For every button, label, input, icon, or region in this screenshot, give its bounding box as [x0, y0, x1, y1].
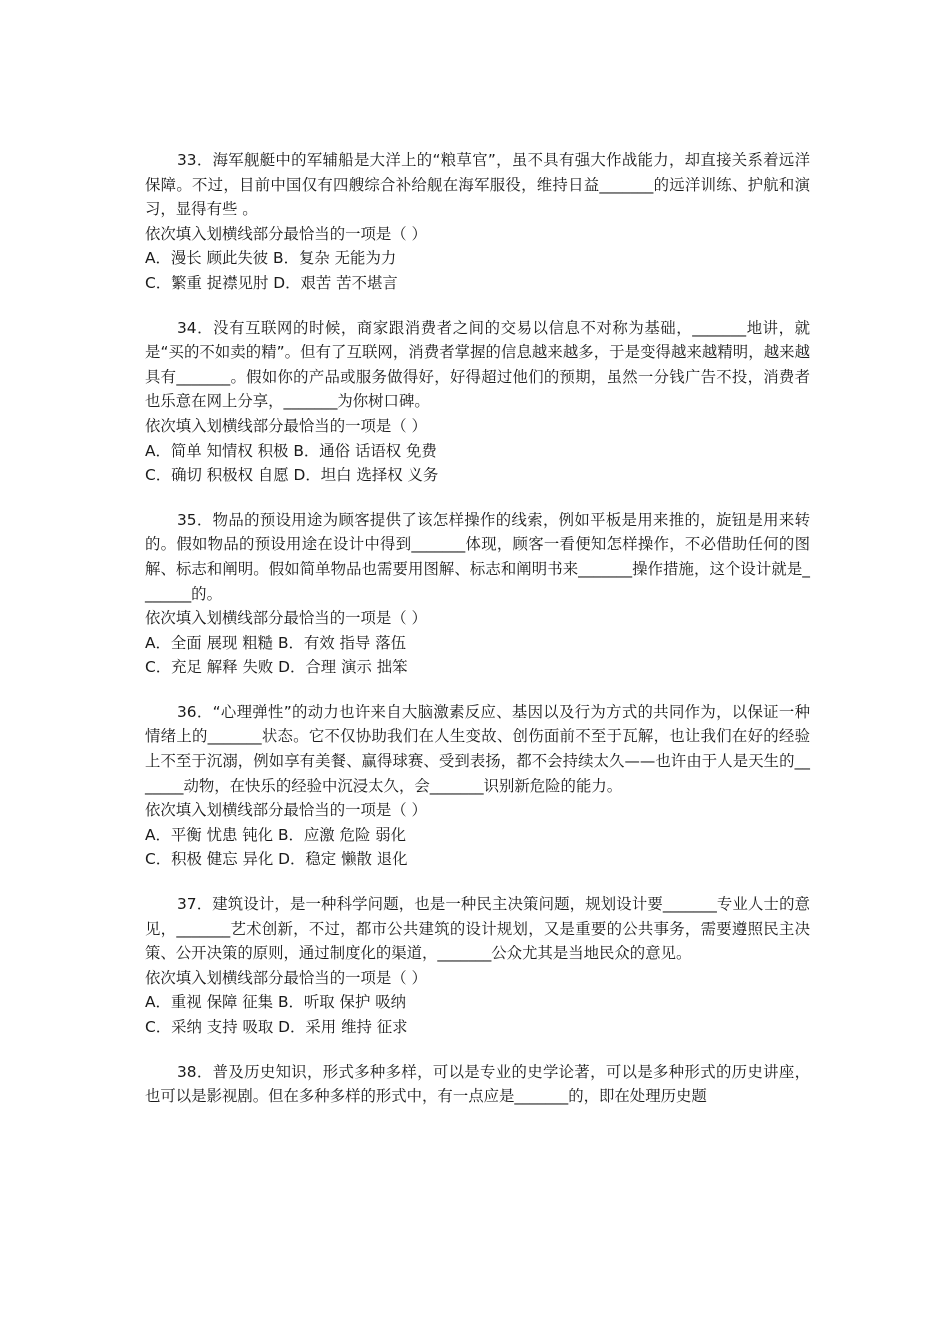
question-33	[145, 148, 810, 296]
question-37	[145, 892, 810, 1040]
question-prompt: 依次填入划横线部分最恰当的一项是（ ）	[145, 609, 427, 628]
options-line-1: A．全面 展现 粗糙 B．有效 指导 落伍	[145, 633, 407, 652]
question-stem: 38．普及历史知识，形式多种多样，可以是专业的史学论著，可以是多种形式的历史讲座，也可以是影视剧。但在多种多样的形式中，有一点应是_______的，即在处理历史题	[145, 1062, 810, 1106]
question-prompt: 依次填入划横线部分最恰当的一项是（ ）	[145, 416, 427, 435]
options-line-2: C．充足 解释 失败 D．合理 演示 拙笨	[145, 658, 408, 677]
options-line-2: C．采纳 支持 吸取 D．采用 维持 征求	[145, 1018, 408, 1036]
question-stem: 33．海军舰艇中的军辅船是大洋上的“粮草官”，虽不具有强大作战能力，却直接关系着远洋保障。不过，目前中国仅有四艘综合补给舰在海军服役，维持日益_______的远洋训练、护航和演习，显得有些 。	[145, 151, 810, 219]
options-line-2: C．积极 健忘 异化 D．稳定 懒散 退化	[145, 850, 408, 869]
question-stem: 36．“心理弹性”的动力也许来自大脑激素反应、基因以及行为方式的共同作为，以保证一种情绪上的_______状态。它不仅协助我们在人生变故、创伤面前不至于瓦解，也让我们在好的经验上不至于沉溺，例如享有美餐、赢得球赛、受到表扬，都不会持续太久——也许由于人是天生的_______动物，在快乐的经验中沉浸太久，会_______识别新危险的能力。	[145, 702, 810, 795]
question-36	[145, 700, 810, 872]
question-34	[145, 316, 810, 488]
options-line-1: A．简单 知情权 积极 B．通俗 话语权 免费	[145, 441, 437, 460]
question-stem: 37．建筑设计，是一种科学问题，也是一种民主决策问题，规划设计要_______专业人士的意见，_______艺术创新，不过，都市公共建筑的设计规划，又是重要的公共事务，需要遵照民主决策、公开决策的原则，通过制度化的渠道，_______公众尤其是当地民众的意见。	[145, 895, 810, 963]
question-prompt: 依次填入划横线部分最恰当的一项是（ ）	[145, 224, 427, 243]
question-prompt: 依次填入划横线部分最恰当的一项是（ ）	[145, 801, 427, 820]
options-line-2: C．确切 积极权 自愿 D．坦白 选择权 义务	[145, 466, 439, 485]
document-page	[145, 148, 810, 1129]
options-line-2: C．繁重 捉襟见肘 D．艰苦 苦不堪言	[145, 273, 398, 292]
options-line-1: A．平衡 忧患 钝化 B．应激 危险 弱化	[145, 825, 407, 844]
question-stem: 35．物品的预设用途为顾客提供了该怎样操作的线索，例如平板是用来推的，旋钮是用来转的。假如物品的预设用途在设计中得到_______体现，顾客一看便知怎样操作，不必借助任何的图解、标志和阐明。假如简单物品也需要用图解、标志和阐明书来_______操作措施，这个设计就是_______的。	[145, 510, 810, 603]
question-prompt: 依次填入划横线部分最恰当的一项是（ ）	[145, 968, 427, 987]
options-line-1: A．重视 保障 征集 B．听取 保护 吸纳	[145, 993, 407, 1012]
question-38	[145, 1060, 810, 1109]
options-line-1: A．漫长 顾此失彼 B．复杂 无能为力	[145, 249, 397, 268]
question-stem: 34．没有互联网的时候，商家跟消费者之间的交易以信息不对称为基础，_______地讲，就是“买的不如卖的精”。但有了互联网，消费者掌握的信息越来越多，于是变得越来越精明，越来越具有_______。假如你的产品或服务做得好，好得超过他们的预期，虽然一分钱广告不投，消费者也乐意在网上分享，_______为你树口碑。	[145, 318, 810, 411]
question-35	[145, 508, 810, 680]
